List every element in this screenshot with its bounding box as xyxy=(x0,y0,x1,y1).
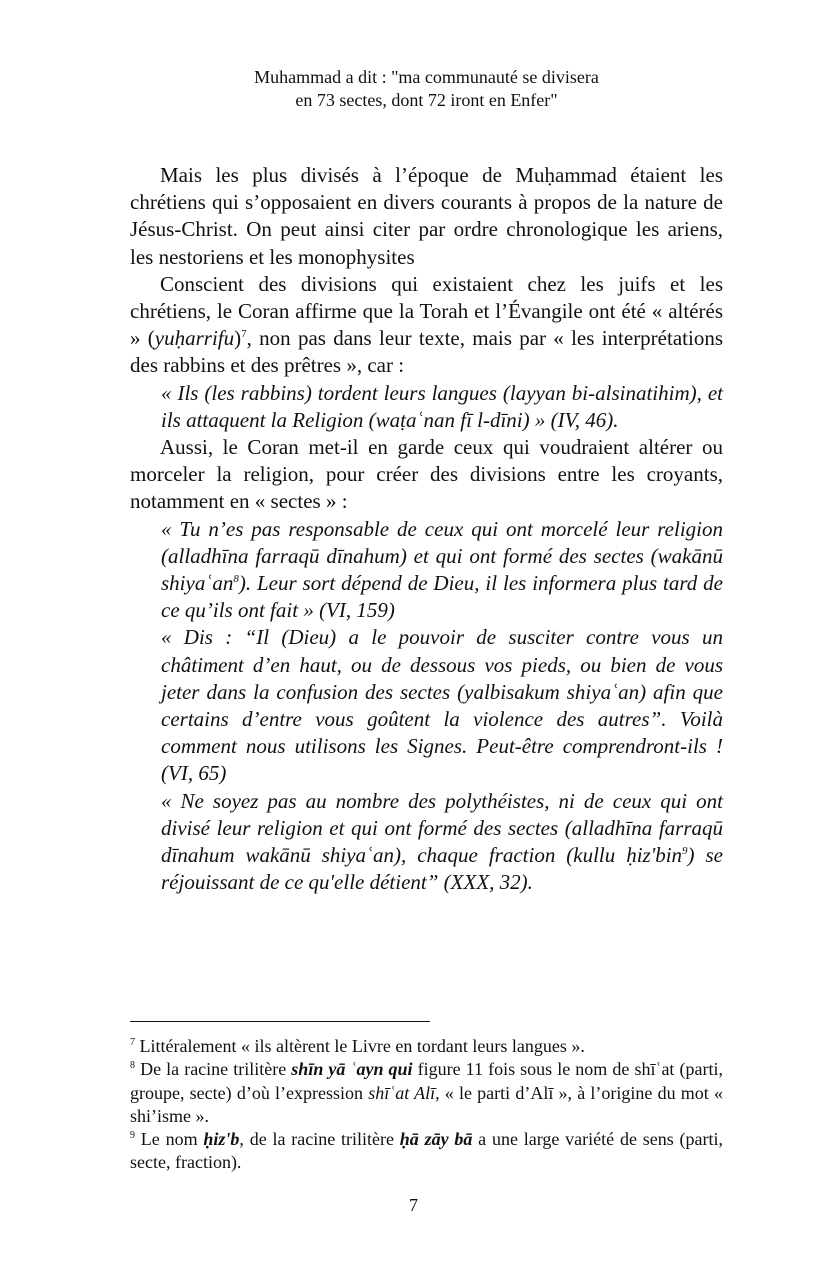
footnote-9-text-a: Le nom xyxy=(135,1129,204,1150)
paragraph-christian-divisions: Mais les plus divisés à l’époque de Muḥammad étaient les chrétiens qui s’opposaient en divers courants à propos de la nature de Jésus-Christ. On peut ainsi citer par ordre chronologique les ariens, les nestoriens et les monophysites xyxy=(130,163,723,269)
footnote-8-text-c: , « le parti d’Alī », à l’origine du mot « shi’isme ». xyxy=(130,1082,723,1126)
footnote-8-number: 8 xyxy=(130,1060,135,1072)
footnote-8 xyxy=(130,1058,723,1128)
footnote-9-text-c: a une large variété de sens (parti, secte, fraction). xyxy=(130,1129,723,1173)
running-header-line-1: Muhammad a dit : "ma communauté se divisera xyxy=(254,67,599,87)
footnote-8-text-b: figure 11 fois sous le nom de shīʿat (parti, groupe, secte) d’où l’expression xyxy=(130,1059,723,1103)
footnote-7-number: 7 xyxy=(130,1037,135,1048)
footnote-8-expression: shīʿat Alī xyxy=(368,1082,436,1103)
quote-vi-159 xyxy=(161,516,723,625)
footnote-ref-7[interactable]: 7 xyxy=(241,328,247,341)
term-yuharrifu: yuḥarrifu xyxy=(154,326,235,351)
paragraph-warning: Aussi, le Coran met-il en garde ceux qui voudraient altérer ou morceler la religion, pour créer des divisions entre les croyants, notamment en « sectes » : xyxy=(130,435,723,514)
page-number: 7 xyxy=(409,1195,418,1215)
footnote-9 xyxy=(130,1128,723,1175)
main-text xyxy=(130,162,723,896)
footnote-8-text-a: De la racine trilitère xyxy=(135,1059,292,1080)
quote-iv-46: « Ils (les rabbins) tordent leurs langues (layyan bi-alsinatihim), et ils attaquent la Religion (waṭaʿnan fī l-dīni) » (IV, 46). xyxy=(161,380,723,432)
paragraph-alteration-text-a: Conscient des divisions qui existaient chez les juifs et les chrétiens, le Coran affirme que la Torah et l’Évangile ont été « altérés » ( xyxy=(130,271,723,351)
running-header xyxy=(130,66,723,112)
footnote-separator xyxy=(130,1021,430,1022)
quote-vi-159-text-a: « Tu n’es pas responsable de ceux qui ont morcelé leur religion (alladhīna farraqū dīnahum) et qui ont formé des sectes (wakānū shiyaʿan xyxy=(161,516,723,596)
footnote-9-term: ḥiz'b xyxy=(203,1129,240,1150)
quote-vi-159-text-b: ). Leur sort dépend de Dieu, il les informera plus tard de ce qu’ils ont fait » (VI, 159) xyxy=(161,571,723,623)
footnote-ref-8[interactable]: 8 xyxy=(233,573,239,586)
running-header-line-2: en 73 sectes, dont 72 iront en Enfer" xyxy=(295,90,558,110)
quote-xxx-32-text-a: « Ne soyez pas au nombre des polythéistes, ni de ceux qui ont divisé leur religion et qui ont formé des sectes (alladhīna farraqū dīnahum wakānū shiyaʿan), chaque fraction (kullu ḥiz'bin xyxy=(161,788,723,868)
paragraph-alteration: Conscient des divisions qui existaient chez les juifs et les chrétiens, le Coran affirme que la Torah et l’Évangile ont été « altérés » (yuḥarrifu)$^7$, non pas dans leur texte, mais par « les interprétations des rabbins et des prêtres », car : xyxy=(130,271,723,378)
footnote-9-root: ḥā zāy bā xyxy=(399,1129,473,1150)
quote-xxx-32 xyxy=(161,788,723,897)
footnote-7-text: Littéralement « ils altèrent le Livre en tordant leurs langues ». xyxy=(135,1036,585,1056)
footnote-9-text-b: , de la racine trilitère xyxy=(239,1129,400,1150)
quote-xxx-32-text-b: ) se réjouissant de ce qu'elle détient” (XXX, 32). xyxy=(161,843,723,895)
footnote-ref-9[interactable]: 9 xyxy=(682,845,688,858)
footnote-7 xyxy=(130,1035,723,1058)
paragraph-alteration-text-b: , non pas dans leur texte, mais par « les interprétations des rabbins et des prêtres », car : xyxy=(130,326,723,378)
footnote-9-number: 9 xyxy=(130,1130,135,1142)
quote-vi-65: « Dis : “Il (Dieu) a le pouvoir de susciter contre vous un châtiment d’en haut, ou de dessous vos pieds, ou bien de vous jeter dans la confusion des sectes (yalbisakum shiyaʿan) afin que certains d’entre vous goûtent la violence des autres”. Voilà comment nous utilisons les Signes. Peut-être comprendront-ils ! (VI, 65) xyxy=(161,625,723,786)
footnote-8-root: shīn yā ʿayn qui xyxy=(291,1059,413,1080)
footnotes xyxy=(130,1035,723,1175)
